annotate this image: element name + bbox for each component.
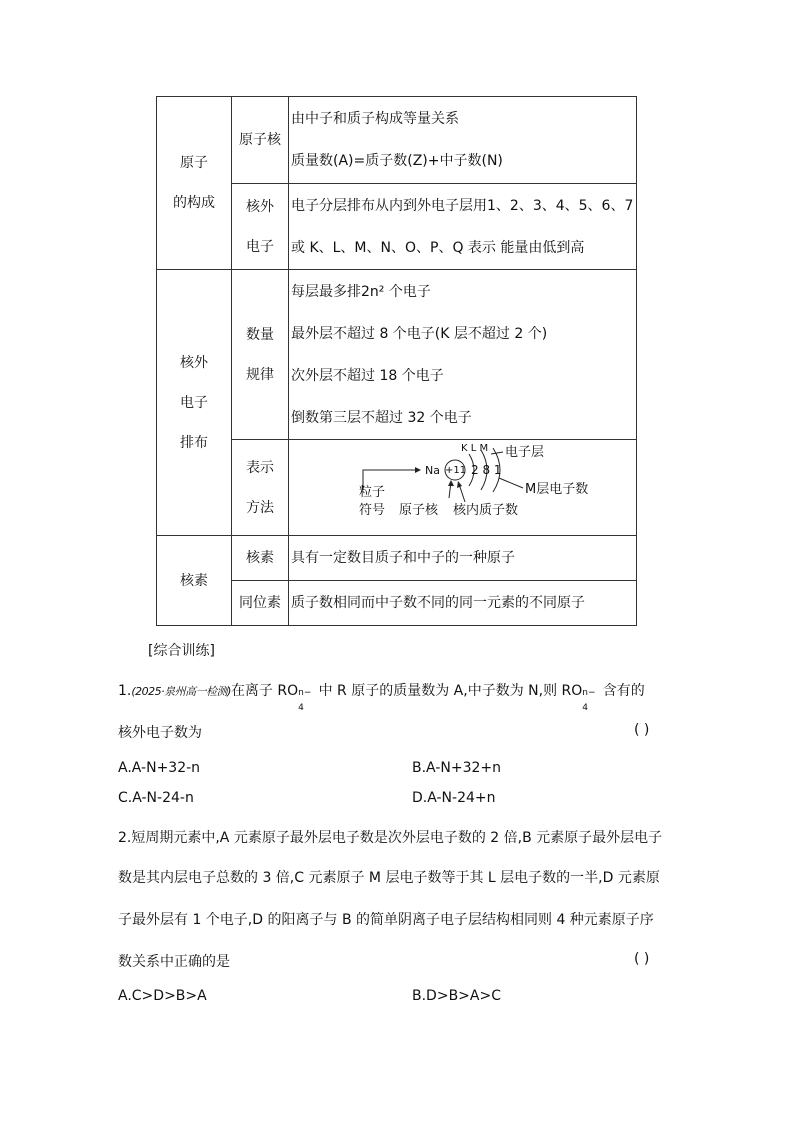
diagram-label-particle-1: 粒子	[359, 485, 386, 500]
isotope-content: 质子数相同而中子数不同的同一元素的不同原子	[289, 581, 637, 626]
diagram-label-protons: 核内质子数	[453, 503, 519, 518]
diagram-shell-counts: 2 8 1	[471, 463, 502, 477]
atom-structure-diagram-cell	[289, 440, 637, 536]
question-2-line-3: 子最外层有 1 个电子,D 的阳离子与 B 的简单阴离子电子层结构相同则 4 种元素原子序	[118, 912, 654, 928]
category-atom-structure: 原子 的构成	[157, 97, 232, 270]
category-electron-arrangement: 核外 电子 排布	[157, 270, 232, 536]
diagram-label-particle-2: 符号	[359, 503, 386, 518]
question-1-option-c[interactable]: C.A-N-24-n	[118, 790, 194, 806]
label-nucleus: 原子核	[232, 97, 289, 184]
question-2-line-2: 数是其内层电子总数的 3 倍,C 元素原子 M 层电子数等于其 L 层电子数的一半,D 元素原	[118, 870, 660, 886]
question-1-option-a[interactable]: A.A-N+32-n	[118, 760, 201, 776]
question-1-option-b[interactable]: B.A-N+32+n	[412, 760, 501, 776]
question-1-option-d[interactable]: D.A-N-24+n	[412, 790, 496, 806]
diagram-shell-letters: K L M	[461, 443, 489, 454]
question-1-line-2: 核外电子数为	[118, 725, 202, 741]
label-isotope: 同位素	[232, 581, 289, 626]
label-representation: 表示 方法	[232, 440, 289, 536]
diagram-label-electron-shell: 电子层	[505, 445, 545, 460]
question-2-line-1: 2.短周期元素中,A 元素原子最外层电子数是次外层电子数的 2 倍,B 元素原子最外层电子	[118, 830, 663, 846]
question-1-answer-blank: ( )	[634, 722, 650, 738]
nuclide-content: 具有一定数目质子和中子的一种原子	[289, 536, 637, 581]
practice-heading: [综合训练]	[148, 643, 215, 659]
question-2-line-4: 数关系中正确的是	[118, 954, 230, 970]
diagram-nucleus-charge: +11	[445, 465, 467, 476]
question-2-option-a[interactable]: A.C>D>B>A	[118, 988, 207, 1004]
knowledge-table	[156, 96, 637, 626]
question-2-answer-blank: ( )	[634, 951, 650, 967]
nucleus-content: 由中子和质子构成等量关系 质量数(A)=质子数(Z)+中子数(N)	[289, 97, 637, 184]
sodium-atom-diagram	[291, 440, 636, 535]
label-electrons: 核外 电子	[232, 184, 289, 270]
label-quantity-rules: 数量 规律	[232, 270, 289, 440]
diagram-symbol-na: Na	[425, 464, 440, 477]
label-nuclide: 核素	[232, 536, 289, 581]
diagram-label-m-shell: M层电子数	[525, 482, 589, 497]
question-2-option-b[interactable]: B.D>B>A>C	[412, 988, 501, 1004]
question-1-source: (2025·泉州高一检测)	[131, 685, 231, 698]
diagram-label-nucleus: 原子核	[399, 503, 439, 518]
question-1-line-1: 1.(2025·泉州高一检测)在离子 RO n− 4 中 R 原子的质量数为 A,中子数为 N,则 RO n− 4 含有的	[118, 683, 645, 713]
category-nuclide: 核素	[157, 536, 232, 626]
rules-content: 每层最多排2n² 个电子 最外层不超过 8 个电子(K 层不超过 2 个) 次外层不超过 18 个电子 倒数第三层不超过 32 个电子	[289, 270, 637, 440]
electrons-content: 电子分层排布从内到外电子层用1、2、3、4、5、6、7 或 K、L、M、N、O、P、Q 表示 能量由低到高	[289, 184, 637, 270]
